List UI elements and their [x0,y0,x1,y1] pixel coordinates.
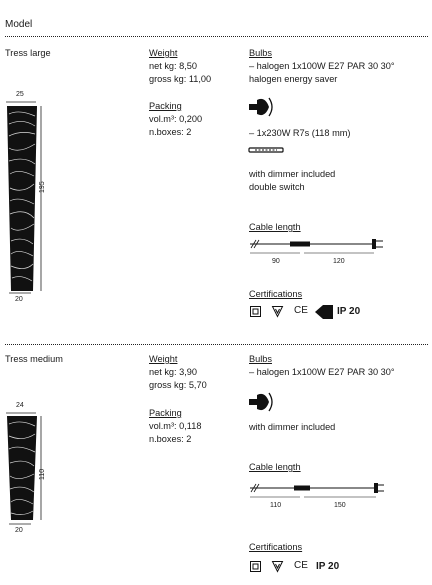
cert-heading: Certifications [249,289,303,299]
dim-height-line [38,106,44,292]
dim-top-line [6,411,46,415]
ce-mark-icon: CE [294,305,308,316]
packing-boxes: n.boxes: 2 [149,127,192,137]
cable-seg-2: 150 [334,502,346,509]
cert-heading: Certifications [249,542,303,552]
cable-seg-2: 120 [333,258,345,265]
cable-seg-1: 90 [272,258,280,265]
switch-note: double switch [249,182,305,192]
weight-heading: Weight [149,354,178,364]
dim-top-width: 24 [16,402,24,409]
divider [5,36,428,37]
v-mark-icon [272,306,284,318]
weight-net: net kg: 8,50 [149,61,198,71]
weight-gross: gross kg: 11,00 [149,74,212,84]
class-ii-icon [250,561,262,573]
packing-vol: vol.m³: 0,200 [149,114,203,124]
product-name: Tress large [5,48,51,58]
ce-mark-icon: CE [294,560,308,571]
class-ii-icon [250,306,262,318]
dim-bottom-width: 20 [15,527,23,534]
v-mark-icon [272,561,284,573]
weight-gross: gross kg: 5,70 [149,380,207,390]
product-name: Tress medium [5,354,63,364]
bulbs-heading: Bulbs [249,48,272,58]
bulb-line-1: – halogen 1x100W E27 PAR 30 30° [249,61,395,71]
weight-net: net kg: 3,90 [149,367,198,377]
dim-top-line [6,100,46,104]
packing-heading: Packing [149,101,182,111]
cable-heading: Cable length [249,222,301,232]
page-title: Model [5,19,33,30]
packing-boxes: n.boxes: 2 [149,434,192,444]
par30-bulb-icon [245,94,275,120]
bulb-line-1: – halogen 1x100W E27 PAR 30 30° [249,367,395,377]
ip-rating: IP 20 [316,561,340,572]
dim-bottom-line [9,522,39,526]
packing-heading: Packing [149,408,182,418]
dim-height: 110 [39,468,46,480]
divider [5,344,428,345]
packing-vol: vol.m³: 0,118 [149,421,202,431]
lamp-silhouette-large [7,106,37,291]
dim-bottom-width: 20 [15,296,23,303]
dim-height: 195 [39,181,46,193]
dim-bottom-line [9,291,39,295]
cable-diagram [248,236,388,256]
weight-heading: Weight [149,48,178,58]
ip-rating: IP 20 [337,306,361,317]
lamp-silhouette-medium [7,416,37,520]
arrow-mark-icon [315,305,335,319]
dimmer-note: with dimmer included [249,422,336,432]
bulb-line-3: – 1x230W R7s (118 mm) [249,128,351,138]
bulb-line-2: halogen energy saver [249,74,338,84]
r7s-tube-icon [249,146,289,154]
dim-top-width: 25 [16,91,24,98]
bulbs-heading: Bulbs [249,354,272,364]
par30-bulb-icon [245,389,275,415]
cable-diagram [248,480,388,500]
dimmer-note: with dimmer included [249,169,336,179]
cable-seg-1: 110 [270,502,282,509]
cable-heading: Cable length [249,462,301,472]
